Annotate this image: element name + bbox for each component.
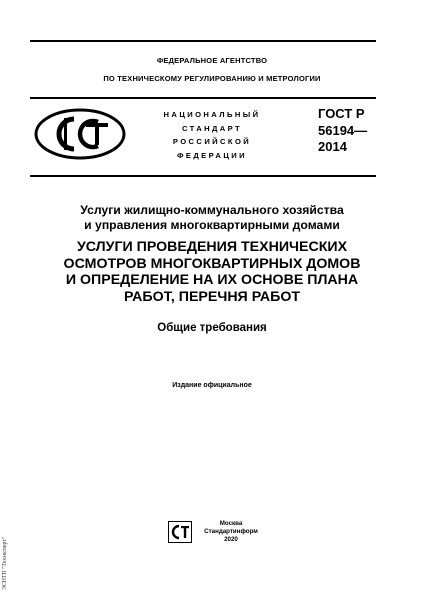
standard-bottom-rule [30, 175, 376, 177]
top-rule [30, 40, 376, 42]
gost-line: 56194— [318, 122, 368, 138]
gost-r-logo-icon [34, 108, 126, 160]
title-big-line: РАБОТ, ПЕРЕЧНЯ РАБОТ [123, 288, 301, 305]
gost-line: ГОСТ Р [318, 106, 365, 121]
standard-type-line: НАЦИОНАЛЬНЫЙ [163, 110, 261, 119]
agency-line-1: ФЕДЕРАЛЬНОЕ АГЕНТСТВО [156, 56, 268, 65]
title-big-line: И ОПРЕДЕЛЕНИЕ НА ИХ ОСНОВЕ ПЛАНА [65, 272, 359, 288]
publisher-name: Стандартинформ [204, 528, 258, 535]
agency-line-2: ПО ТЕХНИЧЕСКОМУ РЕГУЛИРОВАНИЮ И МЕТРОЛОГИИ [103, 74, 321, 83]
standartinform-logo-icon [168, 521, 192, 543]
document-title-domain [0, 203, 424, 232]
title-big-line: УСЛУГИ ПРОВЕДЕНИЯ ТЕХНИЧЕСКИХ [76, 239, 348, 255]
standard-type-line: РОССИЙСКОЙ [172, 137, 252, 146]
publisher-block [196, 520, 266, 544]
standard-top-rule [30, 97, 376, 99]
gost-line: 2014 [318, 139, 347, 154]
standard-type-block [152, 108, 272, 162]
edition-label: Издание официальное [172, 382, 252, 389]
publisher-city: Москва [219, 520, 243, 527]
standard-type-line: ФЕДЕРАЦИИ [177, 150, 247, 160]
title-small-line: и управления многоквартирными домами [84, 217, 340, 232]
title-small-line: Услуги жилищно-коммунального хозяйства [80, 203, 344, 217]
publisher-year: 2020 [224, 536, 238, 543]
document-title-main [0, 239, 424, 305]
side-watermark-note: ЭСНТП "Техэксперт" [2, 536, 8, 590]
gost-number [318, 106, 367, 156]
document-subtitle: Общие требования [157, 322, 267, 334]
title-big-line: ОСМОТРОВ МНОГОКВАРТИРНЫХ ДОМОВ [63, 255, 361, 272]
standard-type-line: СТАНДАРТ [181, 123, 243, 133]
